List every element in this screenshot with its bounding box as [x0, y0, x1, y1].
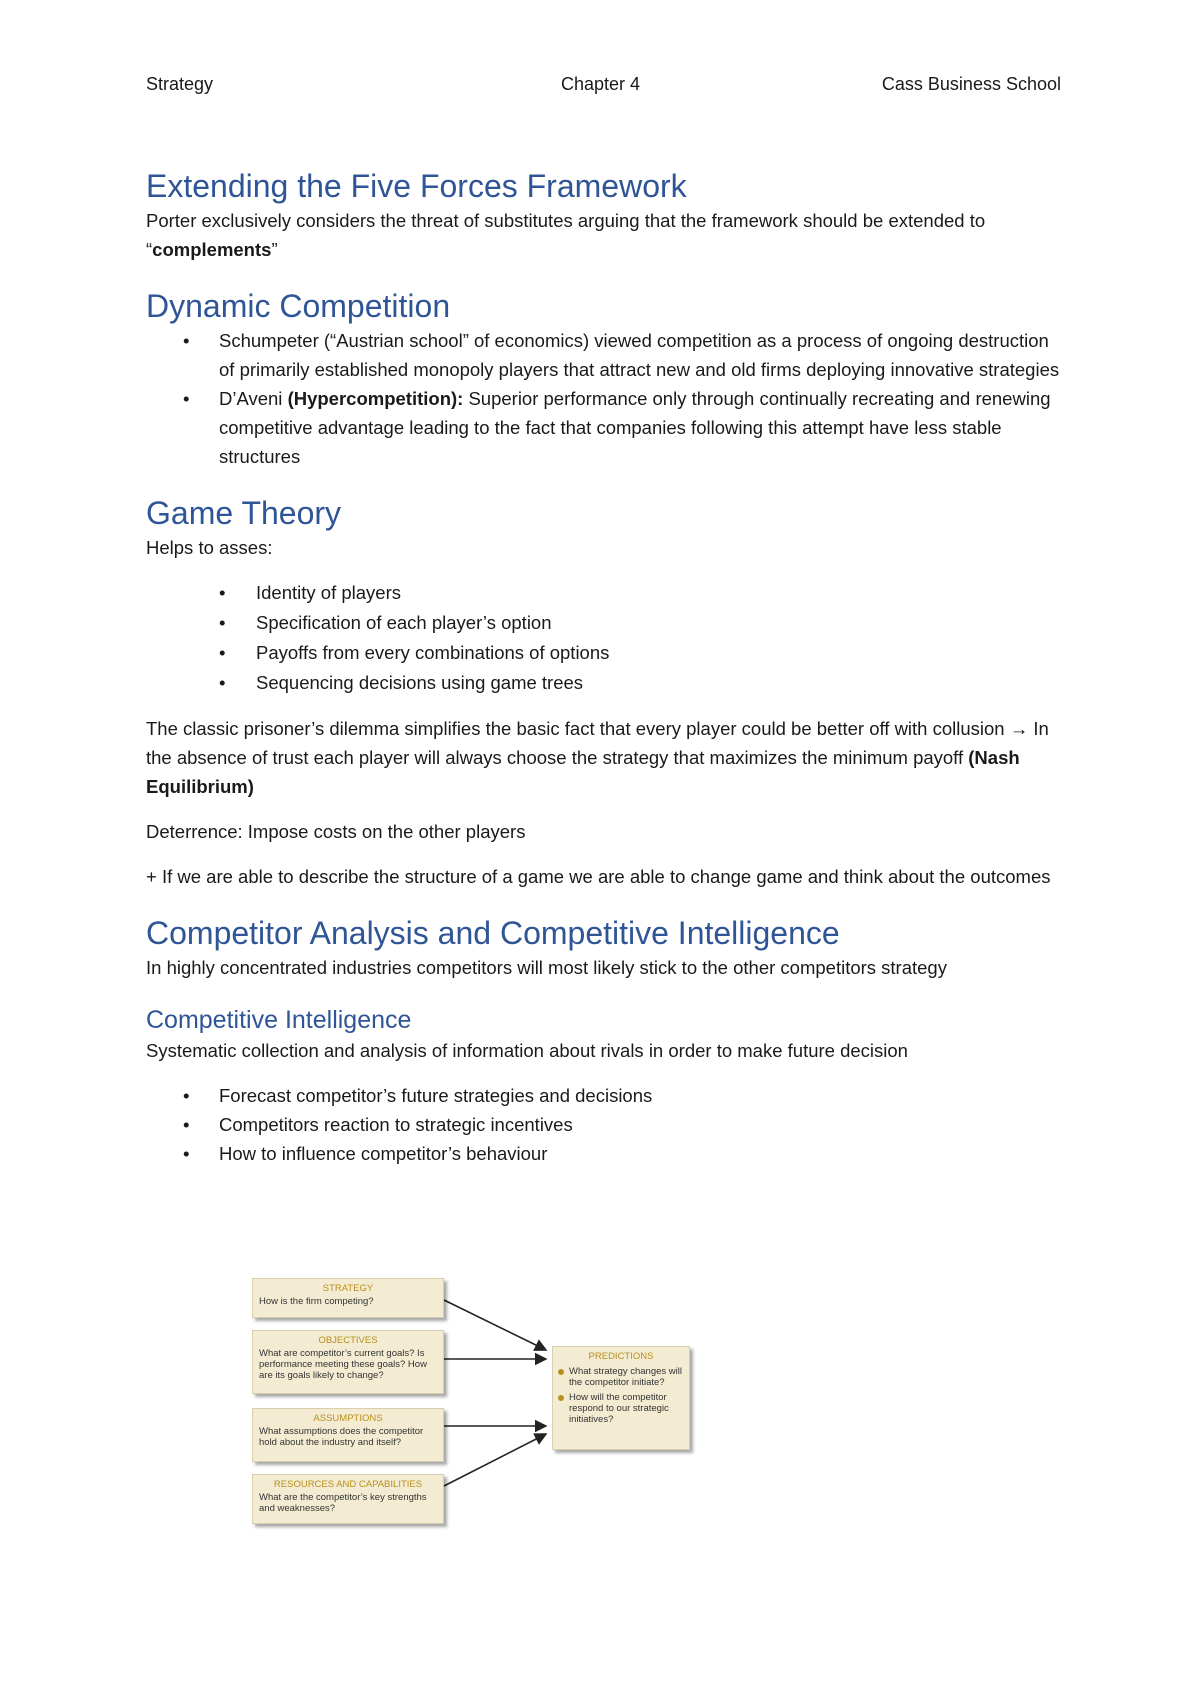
header-left: Strategy: [146, 74, 214, 94]
page-header: [146, 74, 1061, 100]
list-item: [146, 384, 1061, 471]
heading-competitive-intelligence: Competitive Intelligence: [146, 1006, 412, 1034]
bold-run: complements: [152, 239, 272, 260]
box-question: What are competitor’s current goals? Is performance meeting these goals? How are its goals likely to change?: [259, 1348, 427, 1381]
box-title: RESOURCES AND CAPABILITIES: [273, 1479, 423, 1490]
text-run: Superior performance only through continually recreating and renewing competitive advantage leading to the fact that companies following this attempt have less stable structures: [219, 388, 1051, 467]
box-question: What are the competitor’s key strengths and weaknesses?: [259, 1492, 427, 1514]
bullet-dot-icon: [558, 1369, 564, 1375]
text-run: D’Aveni: [219, 388, 288, 409]
game-intro: Helps to asses:: [146, 537, 273, 558]
game-list: [146, 578, 1061, 698]
competitor-analysis-diagram: [252, 1278, 692, 1528]
arrow-resources: [444, 1434, 546, 1486]
heading-extending: Extending the Five Forces Framework: [146, 168, 687, 204]
arrow-strategy: [444, 1300, 546, 1350]
box-title: ASSUMPTIONS: [313, 1413, 383, 1424]
paragraph-intelligence: Systematic collection and analysis of information about rivals in order to make future decision: [146, 1040, 908, 1061]
list-item: • Payoffs from every combinations of options: [146, 638, 1061, 668]
text-run: In the absence of trust each player will always choose the strategy that maximizes the minimum payoff: [146, 718, 1049, 768]
text-run: The classic prisoner’s dilemma simplifies the basic fact that every player could be better off with collusion: [146, 718, 1010, 739]
heading-dynamic: Dynamic Competition: [146, 288, 451, 324]
paragraph-game-structure: + If we are able to describe the structure of a game we are able to change game and think about the outcomes: [146, 866, 1051, 887]
diagram-box-objectives: [252, 1330, 444, 1394]
list-item: • Forecast competitor’s future strategies and decisions: [146, 1081, 1061, 1110]
document-body: [146, 166, 1061, 1168]
intelligence-list: [146, 1081, 1061, 1168]
prediction-text: How will the competitor respond to our strategic initiatives?: [569, 1392, 669, 1425]
diagram-box-predictions: [552, 1346, 690, 1450]
box-question: What assumptions does the competitor hold about the industry and itself?: [259, 1426, 424, 1448]
list-item: • Competitors reaction to strategic incentives: [146, 1110, 1061, 1139]
paragraph-competitor: In highly concentrated industries competitors will most likely stick to the other competitors strategy: [146, 957, 947, 978]
header-right: Cass Business School: [881, 74, 1061, 94]
box-title: OBJECTIVES: [318, 1335, 378, 1346]
box-title: STRATEGY: [322, 1283, 374, 1294]
header-center: Chapter 4: [561, 74, 641, 94]
prediction-item: [553, 1366, 689, 1388]
heading-competitor-analysis: Competitor Analysis and Competitive Intelligence: [146, 915, 840, 951]
list-item: • Specification of each player’s option: [146, 608, 1061, 638]
prediction-item: [553, 1392, 689, 1425]
list-item: • Sequencing decisions using game trees: [146, 668, 1061, 698]
diagram-box-strategy: [252, 1278, 444, 1318]
arrow-glyph: →: [1009, 718, 1029, 739]
text-run: ”: [271, 239, 278, 260]
dynamic-list: [146, 326, 1061, 471]
diagram-box-assumptions: [252, 1408, 444, 1462]
list-item: • Schumpeter (“Austrian school” of economics) viewed competition as a process of ongoing destruction of primarily established monopoly players that attract new and old firms deploying innovative strategies: [146, 326, 1061, 384]
paragraph-deterrence: Deterrence: Impose costs on the other players: [146, 821, 526, 842]
box-title: PREDICTIONS: [588, 1351, 654, 1362]
paragraph-prisoners-dilemma: [146, 714, 1061, 801]
diagram-box-resources: [252, 1474, 444, 1524]
paragraph-extending: [146, 206, 1061, 264]
prediction-text: What strategy changes will the competitor initiate?: [569, 1366, 682, 1388]
heading-game-theory: Game Theory: [146, 495, 342, 531]
box-question: How is the firm competing?: [259, 1296, 374, 1307]
list-item: • How to influence competitor’s behaviour: [146, 1139, 1061, 1168]
bullet-dot-icon: [558, 1395, 564, 1401]
bold-run: (Hypercompetition):: [287, 388, 464, 409]
text-run: Porter exclusively considers the threat of substitutes arguing that the framework should be extended to “: [146, 210, 986, 260]
bold-run: (Nash Equilibrium): [146, 747, 1020, 797]
list-item: • Identity of players: [146, 578, 1061, 608]
